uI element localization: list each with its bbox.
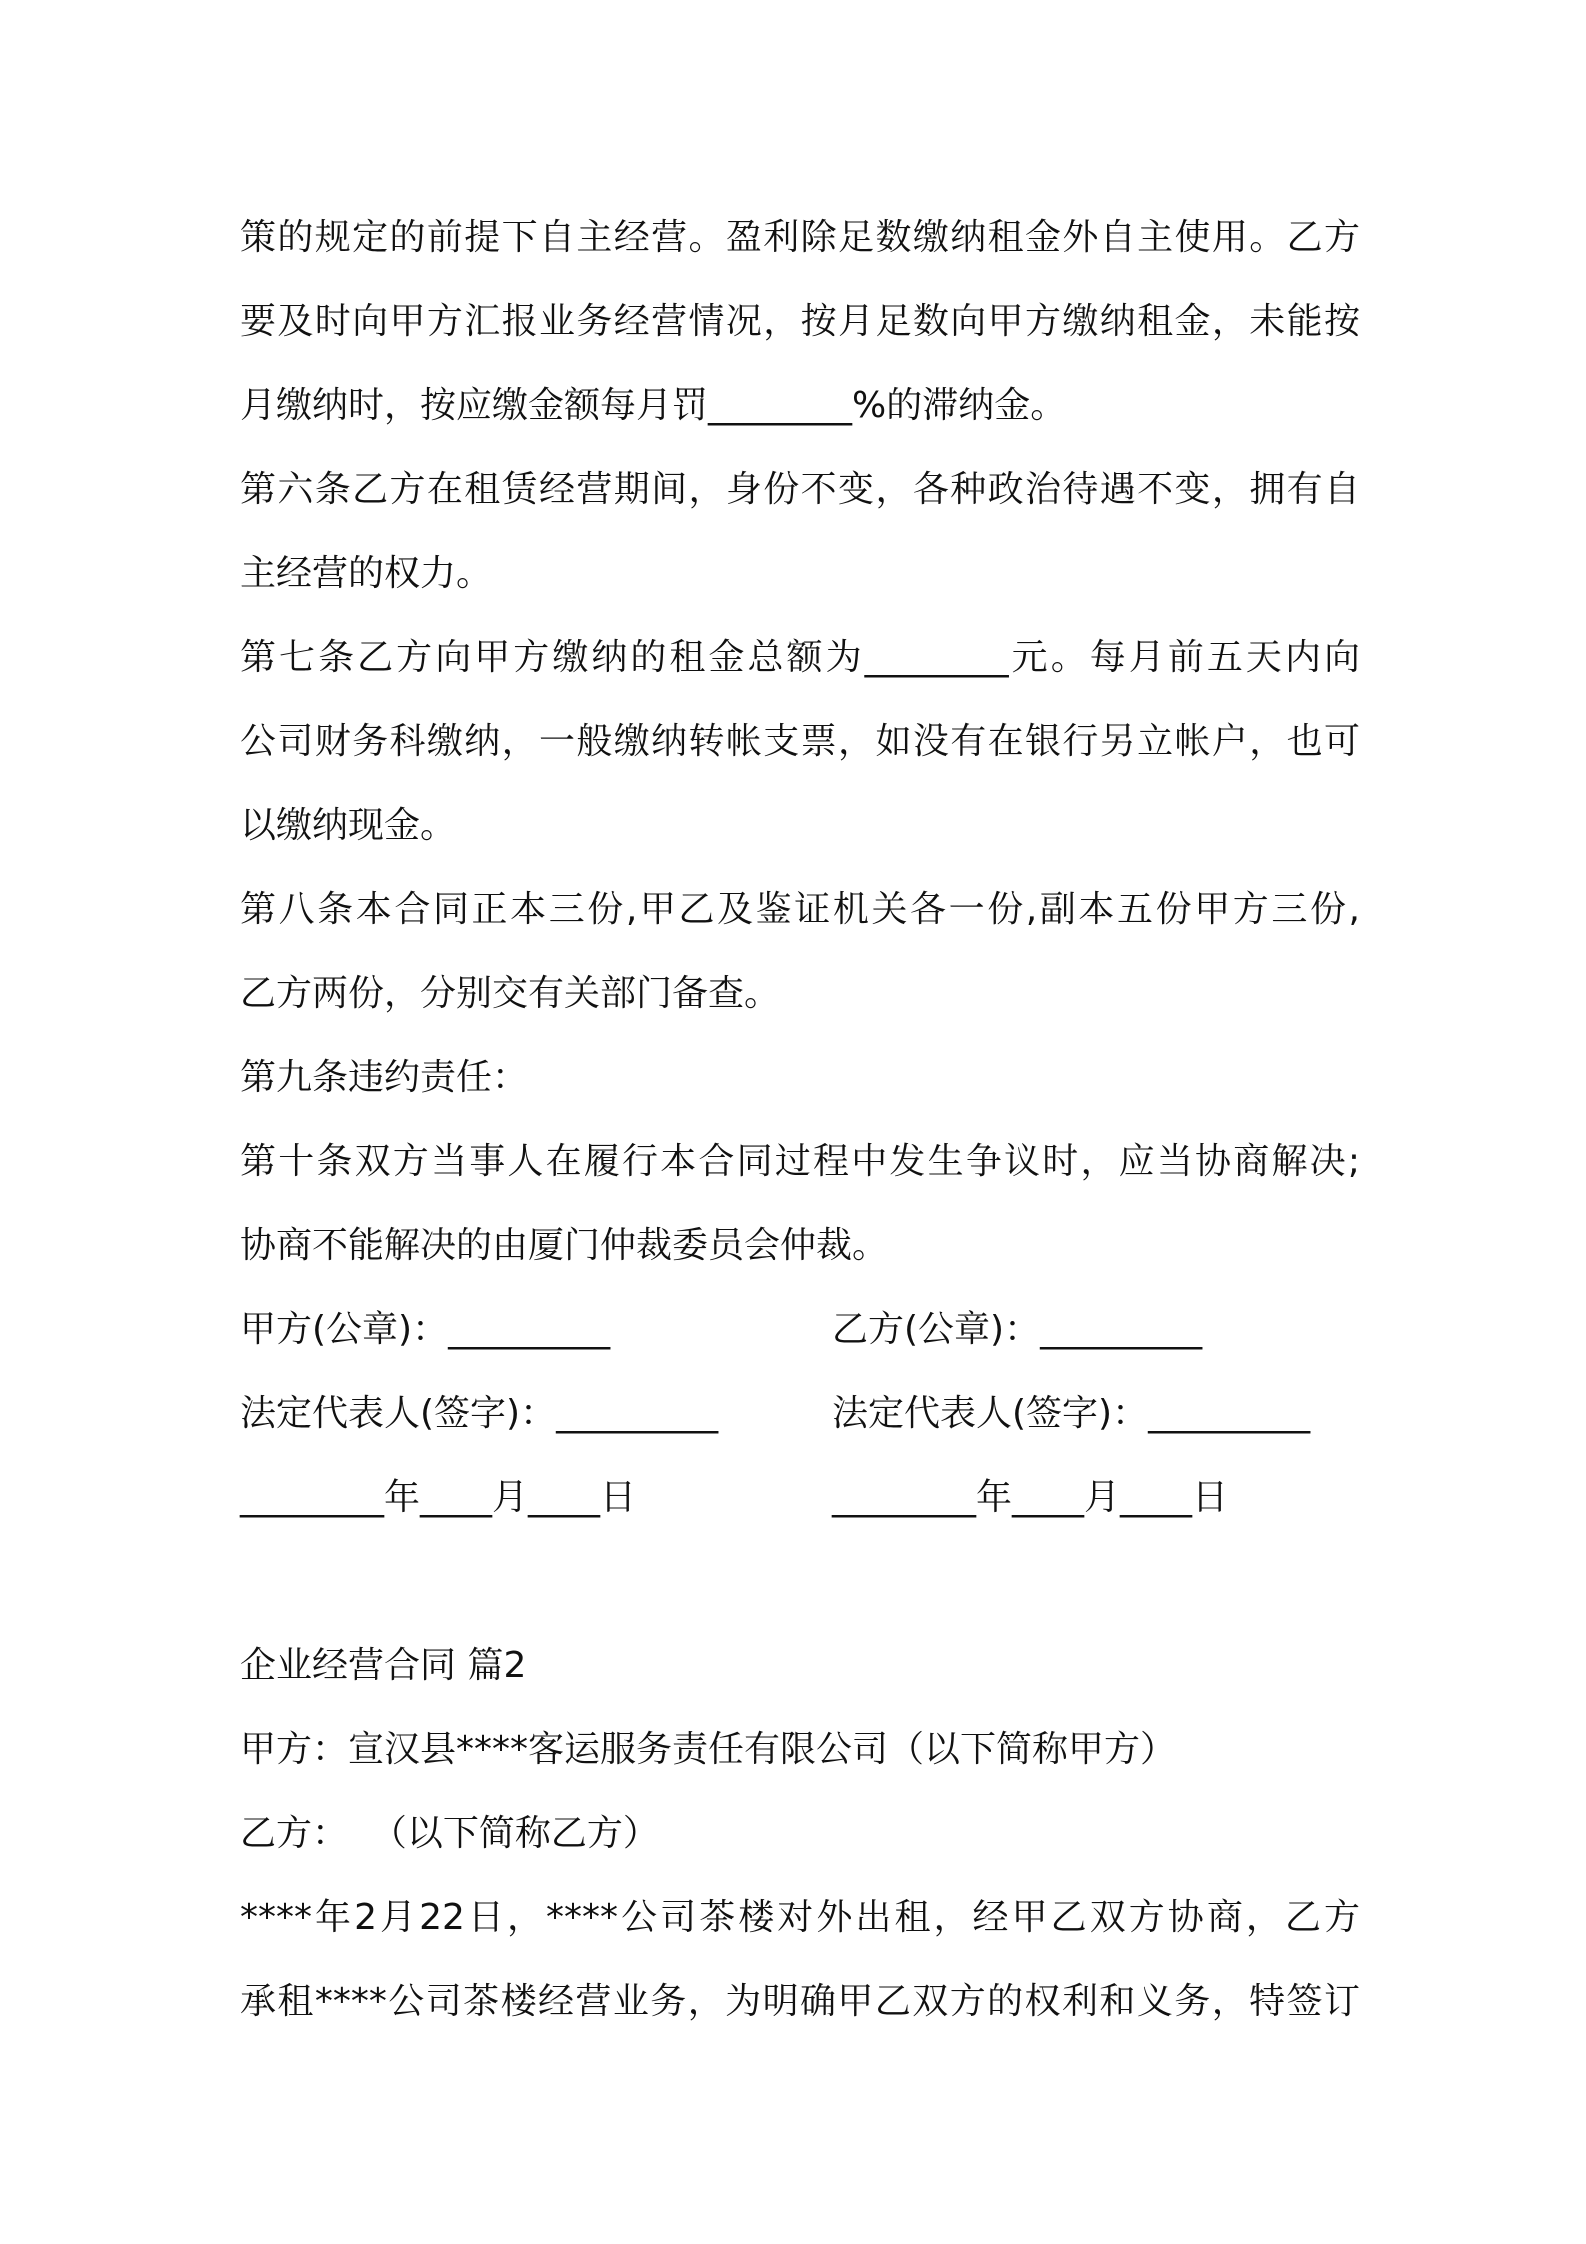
text-line: 公司财务科缴纳，一般缴纳转帐支票，如没有在银行另立帐户，也可 [240,721,1360,762]
clause-5-continuation [240,196,1360,448]
date-row [240,1456,1360,1540]
section-spacer [240,1540,1360,1624]
party-a-line: 甲方：宣汉县****客运服务责任有限公司（以下简称甲方） [240,1729,1177,1770]
clause-7 [240,616,1360,868]
text-line: 月缴纳时，按应缴金额每月罚________%的滞纳金。 [240,385,1067,426]
text-line: 第九条违约责任： [240,1057,529,1098]
clause-10 [240,1120,1360,1288]
party-b-line: 乙方： （以下简称乙方） [240,1813,659,1854]
text-line: 承租****公司茶楼经营业务，为明确甲乙双方的权利和义务，特签订 [240,1981,1360,2022]
text-line: 第六条乙方在租赁经营期间，身份不变，各种政治待遇不变，拥有自 [240,469,1360,510]
party-b-date-field: ________年____月____日 [832,1477,1228,1518]
text-line: 协商不能解决的由厦门仲裁委员会仲裁。 [240,1225,889,1266]
text-line: ****年2月22日，****公司茶楼对外出租，经甲乙双方协商，乙方 [240,1897,1360,1938]
seal-row [240,1288,1360,1372]
text-line: 策的规定的前提下自主经营。盈利除足数缴纳租金外自主使用。乙方 [240,217,1360,258]
party-b-representative-field: 法定代表人(签字)：_________ [832,1393,1311,1434]
party-b-seal-field: 乙方(公章)：_________ [832,1309,1203,1350]
text-line: 乙方两份，分别交有关部门备查。 [240,973,781,1014]
text-line: 第七条乙方向甲方缴纳的租金总额为________元。每月前五天内向 [240,637,1360,678]
party-a-seal-field: 甲方(公章)：_________ [240,1309,611,1350]
signature-block [240,1288,1360,1540]
text-line: 第十条双方当事人在履行本合同过程中发生争议时，应当协商解决; [240,1141,1360,1182]
clause-9 [240,1036,1360,1120]
section-heading: 企业经营合同 篇2 [240,1645,527,1686]
text-line: 主经营的权力。 [240,553,493,594]
representative-row [240,1372,1360,1456]
text-line: 第八条本合同正本三份,甲乙及鉴证机关各一份,副本五份甲方三份, [240,889,1360,930]
contract-section-2 [240,1624,1360,2044]
document-body [240,196,1360,2044]
party-a-date-field: ________年____月____日 [240,1477,636,1518]
clause-8 [240,868,1360,1036]
clause-6 [240,448,1360,616]
party-a-representative-field: 法定代表人(签字)：_________ [240,1393,719,1434]
text-line: 以缴纳现金。 [240,805,457,846]
text-line: 要及时向甲方汇报业务经营情况，按月足数向甲方缴纳租金，未能按 [240,301,1360,342]
